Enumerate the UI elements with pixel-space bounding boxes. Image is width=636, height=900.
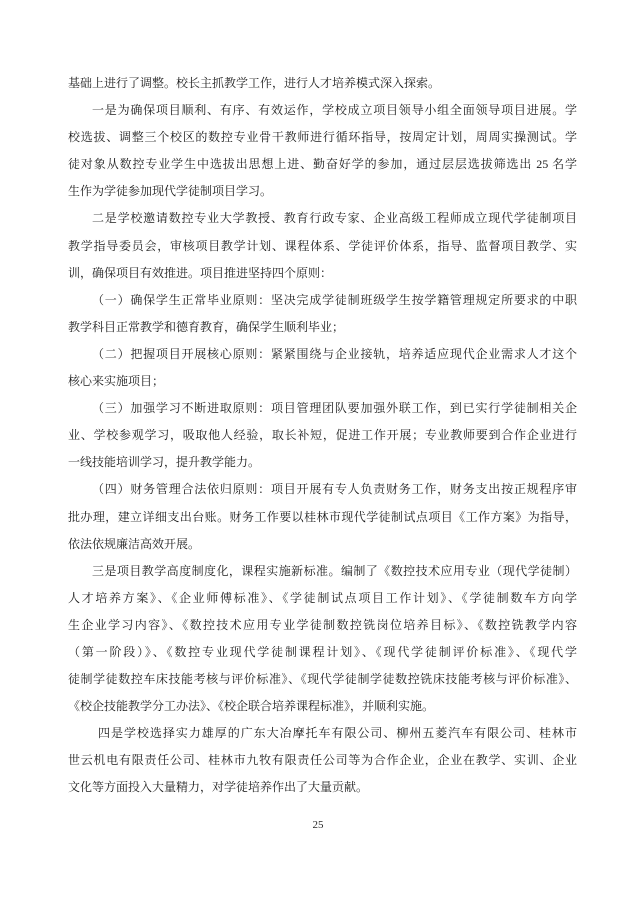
text-line: 徒制学徒数控车床技能考核与评价标准》、《现代学徒制学徒数控铣床技能考核与评价标准》、 [68,672,577,687]
text-line: 一线技能培训学习，提升教学能力。 [68,455,261,470]
text-line: 人才培养方案》、《企业师傅标准》、《学徒制试点项目工作计划》、《学徒制数车方向学 [68,590,577,605]
text-line: 训，确保项目有效推进。项目推进坚持四个原则： [68,265,333,280]
text-line: 业、学校参观学习，吸取他人经验，取长补短，促进工作开展；专业教师要到合作企业进行 [68,428,577,443]
text-line: 生企业学习内容》、《数控技术应用专业学徒制数控铣岗位培养目标》、《数控铣教学内容 [68,617,577,632]
text-line: （四）财务管理合法依归原则：项目开展有专人负责财务工作，财务支出按正规程序审 [92,482,577,497]
text-line: 教学科目正常教学和德育教育，确保学生顺利毕业； [68,319,345,334]
text-line: 核心来实施项目； [68,374,165,389]
text-line: （二）把握项目开展核心原则：紧紧围绕与企业接轨，培养适应现代企业需求人才这个 [92,346,577,361]
text-line: 三是项目教学高度制度化，课程实施新标准。编制了《数控技术应用专业（现代学徒制） [92,563,577,578]
text-line: 批办理，建立详细支出台账。财务工作要以桂林市现代学徒制试点项目《工作方案》为指导， [68,509,577,524]
page-number: 25 [312,819,324,831]
text-line: 《校企技能教学分工办法》、《校企联合培养课程标准》，并顺利实施。 [68,699,435,714]
text-line: 生作为学徒参加现代学徒制项目学习。 [68,184,273,199]
text-line: 徒对象从数控专业学生中选拔出思想上进、勤奋好学的参加，通过层层选拔筛选出 25 名学 [68,157,577,172]
text-line: 文化等方面投入大量精力，对学徒培养作出了大量贡献。 [68,780,369,795]
text-line: 校选拔、调整三个校区的数控专业骨干教师进行循环指导，按周定计划，周周实操测试。学 [68,130,577,145]
text-line: 四是学校选择实力雄厚的广东大冶摩托车有限公司、柳州五菱汽车有限公司、桂林市 [98,726,577,741]
text-line: 二是学校邀请数控专业大学教授、教育行政专家、企业高级工程师成立现代学徒制项目 [92,211,577,226]
text-line: 一是为确保项目顺利、有序、有效运作，学校成立项目领导小组全面领导项目进展。学 [92,103,577,118]
text-line: 基础上进行了调整。校长主抓教学工作，进行人才培养模式深入探索。 [68,76,441,90]
text-line: 依法依规廉洁高效开展。 [68,536,201,551]
text-line: （第一阶段）》、《数控专业现代学徒制课程计划》、《现代学徒制评价标准》、《现代学 [68,644,577,659]
text-line: 教学指导委员会，审核项目教学计划、课程体系、学徒评价体系，指导、监督项目教学、实 [68,238,577,253]
text-line: 世云机电有限责任公司、桂林市九牧有限责任公司等为合作企业，企业在教学、实训、企业 [68,753,577,768]
text-line: （一）确保学生正常毕业原则：坚决完成学徒制班级学生按学籍管理规定所要求的中职 [92,292,577,307]
text-line: （三）加强学习不断进取原则：项目管理团队要加强外联工作，到已实行学徒制相关企 [92,401,577,416]
document-body [68,70,577,802]
